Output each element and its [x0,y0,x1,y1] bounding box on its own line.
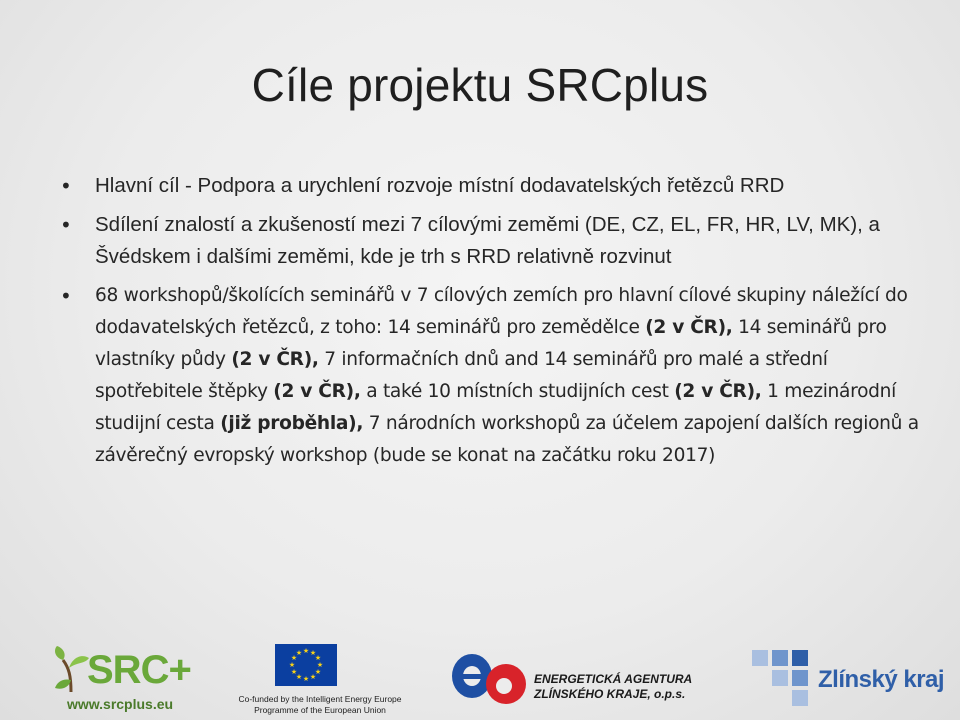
footer-logos [0,630,960,720]
src-logo-text: SRC+ [87,648,191,692]
workshops-text-6: 7 národních workshopů za účelem zapojení dalších regionů a závěrečný evropský workshop (bude se konat na začátku roku 2017) [95,413,919,466]
svg-text:★: ★ [314,668,322,676]
eu-caption-line2: Programme of the European Union [254,705,386,715]
zlinsky-kraj-logo [752,644,952,714]
workshops-bold-4: (2 v ČR), [674,381,762,402]
workshops-bold-2: (2 v ČR), [231,349,319,370]
zk-squares-icon [752,650,812,706]
ea-name [534,672,692,702]
eu-flag-icon [275,644,337,686]
workshops-text-2: 14 seminářů pro vlastníky půdy [95,317,887,370]
svg-text:★: ★ [309,673,317,681]
slide-title: Cíle projektu SRCplus [251,59,709,111]
workshops-bold-5: (již proběhla), [220,413,364,434]
svg-text:★: ★ [290,668,298,676]
svg-text:★: ★ [309,649,317,657]
bullet-main-goal: • Hlavní cíl - Podpora a urychlení rozvoje místní dodavatelských řetězců RRD [60,170,920,202]
workshops-bold-1: (2 v ČR), [645,317,733,338]
svg-text:★: ★ [295,649,303,657]
workshops-text-3: 7 informačních dnů and 14 seminářů pro malé a střední spotřebitele štěpky [95,349,828,402]
workshops-text-5: 1 mezinárodní studijní cesta [95,381,897,434]
svg-text:★: ★ [288,661,296,669]
workshops-bold-3: (2 v ČR), [273,381,361,402]
ea-mark-icon [450,646,530,712]
svg-text:★: ★ [302,647,310,655]
svg-text:★: ★ [295,673,303,681]
ea-name-line1: ENERGETICKÁ AGENTURA [534,672,693,686]
srcplus-logo [45,638,195,720]
src-url: www.srcplus.eu [67,696,174,712]
svg-text:★: ★ [302,675,310,683]
svg-text:★: ★ [290,654,298,662]
bullet-knowledge-sharing: • Sdílení znalostí a zkušeností mezi 7 cílovými zeměmi (DE, CZ, EL, FR, HR, LV, MK), a Švédskem i dalšími zeměmi, kde je trh s RRD relativně rozvinut [60,209,920,273]
svg-text:★: ★ [316,661,324,669]
eu-caption-line1: Co-funded by the Intelligent Energy Europe [238,694,402,704]
ea-logo [450,646,710,716]
ea-name-line2: ZLÍNSKÉHO KRAJE, o.p.s. [534,687,686,701]
bullet-workshops [60,280,920,472]
workshops-text-1: 68 workshopů/školících seminářů v 7 cílových zemích pro hlavní cílové skupiny náležící do dodavatelských řetězců, z toho: 14 seminářů pro zemědělce [95,285,908,338]
eu-logo [235,644,402,720]
workshops-text-4: a také 10 místních studijních cest [360,381,675,402]
svg-text:★: ★ [314,654,322,662]
eu-caption [235,694,405,716]
bullet-list [60,170,920,479]
zk-name: Zlínský kraj [818,666,945,693]
